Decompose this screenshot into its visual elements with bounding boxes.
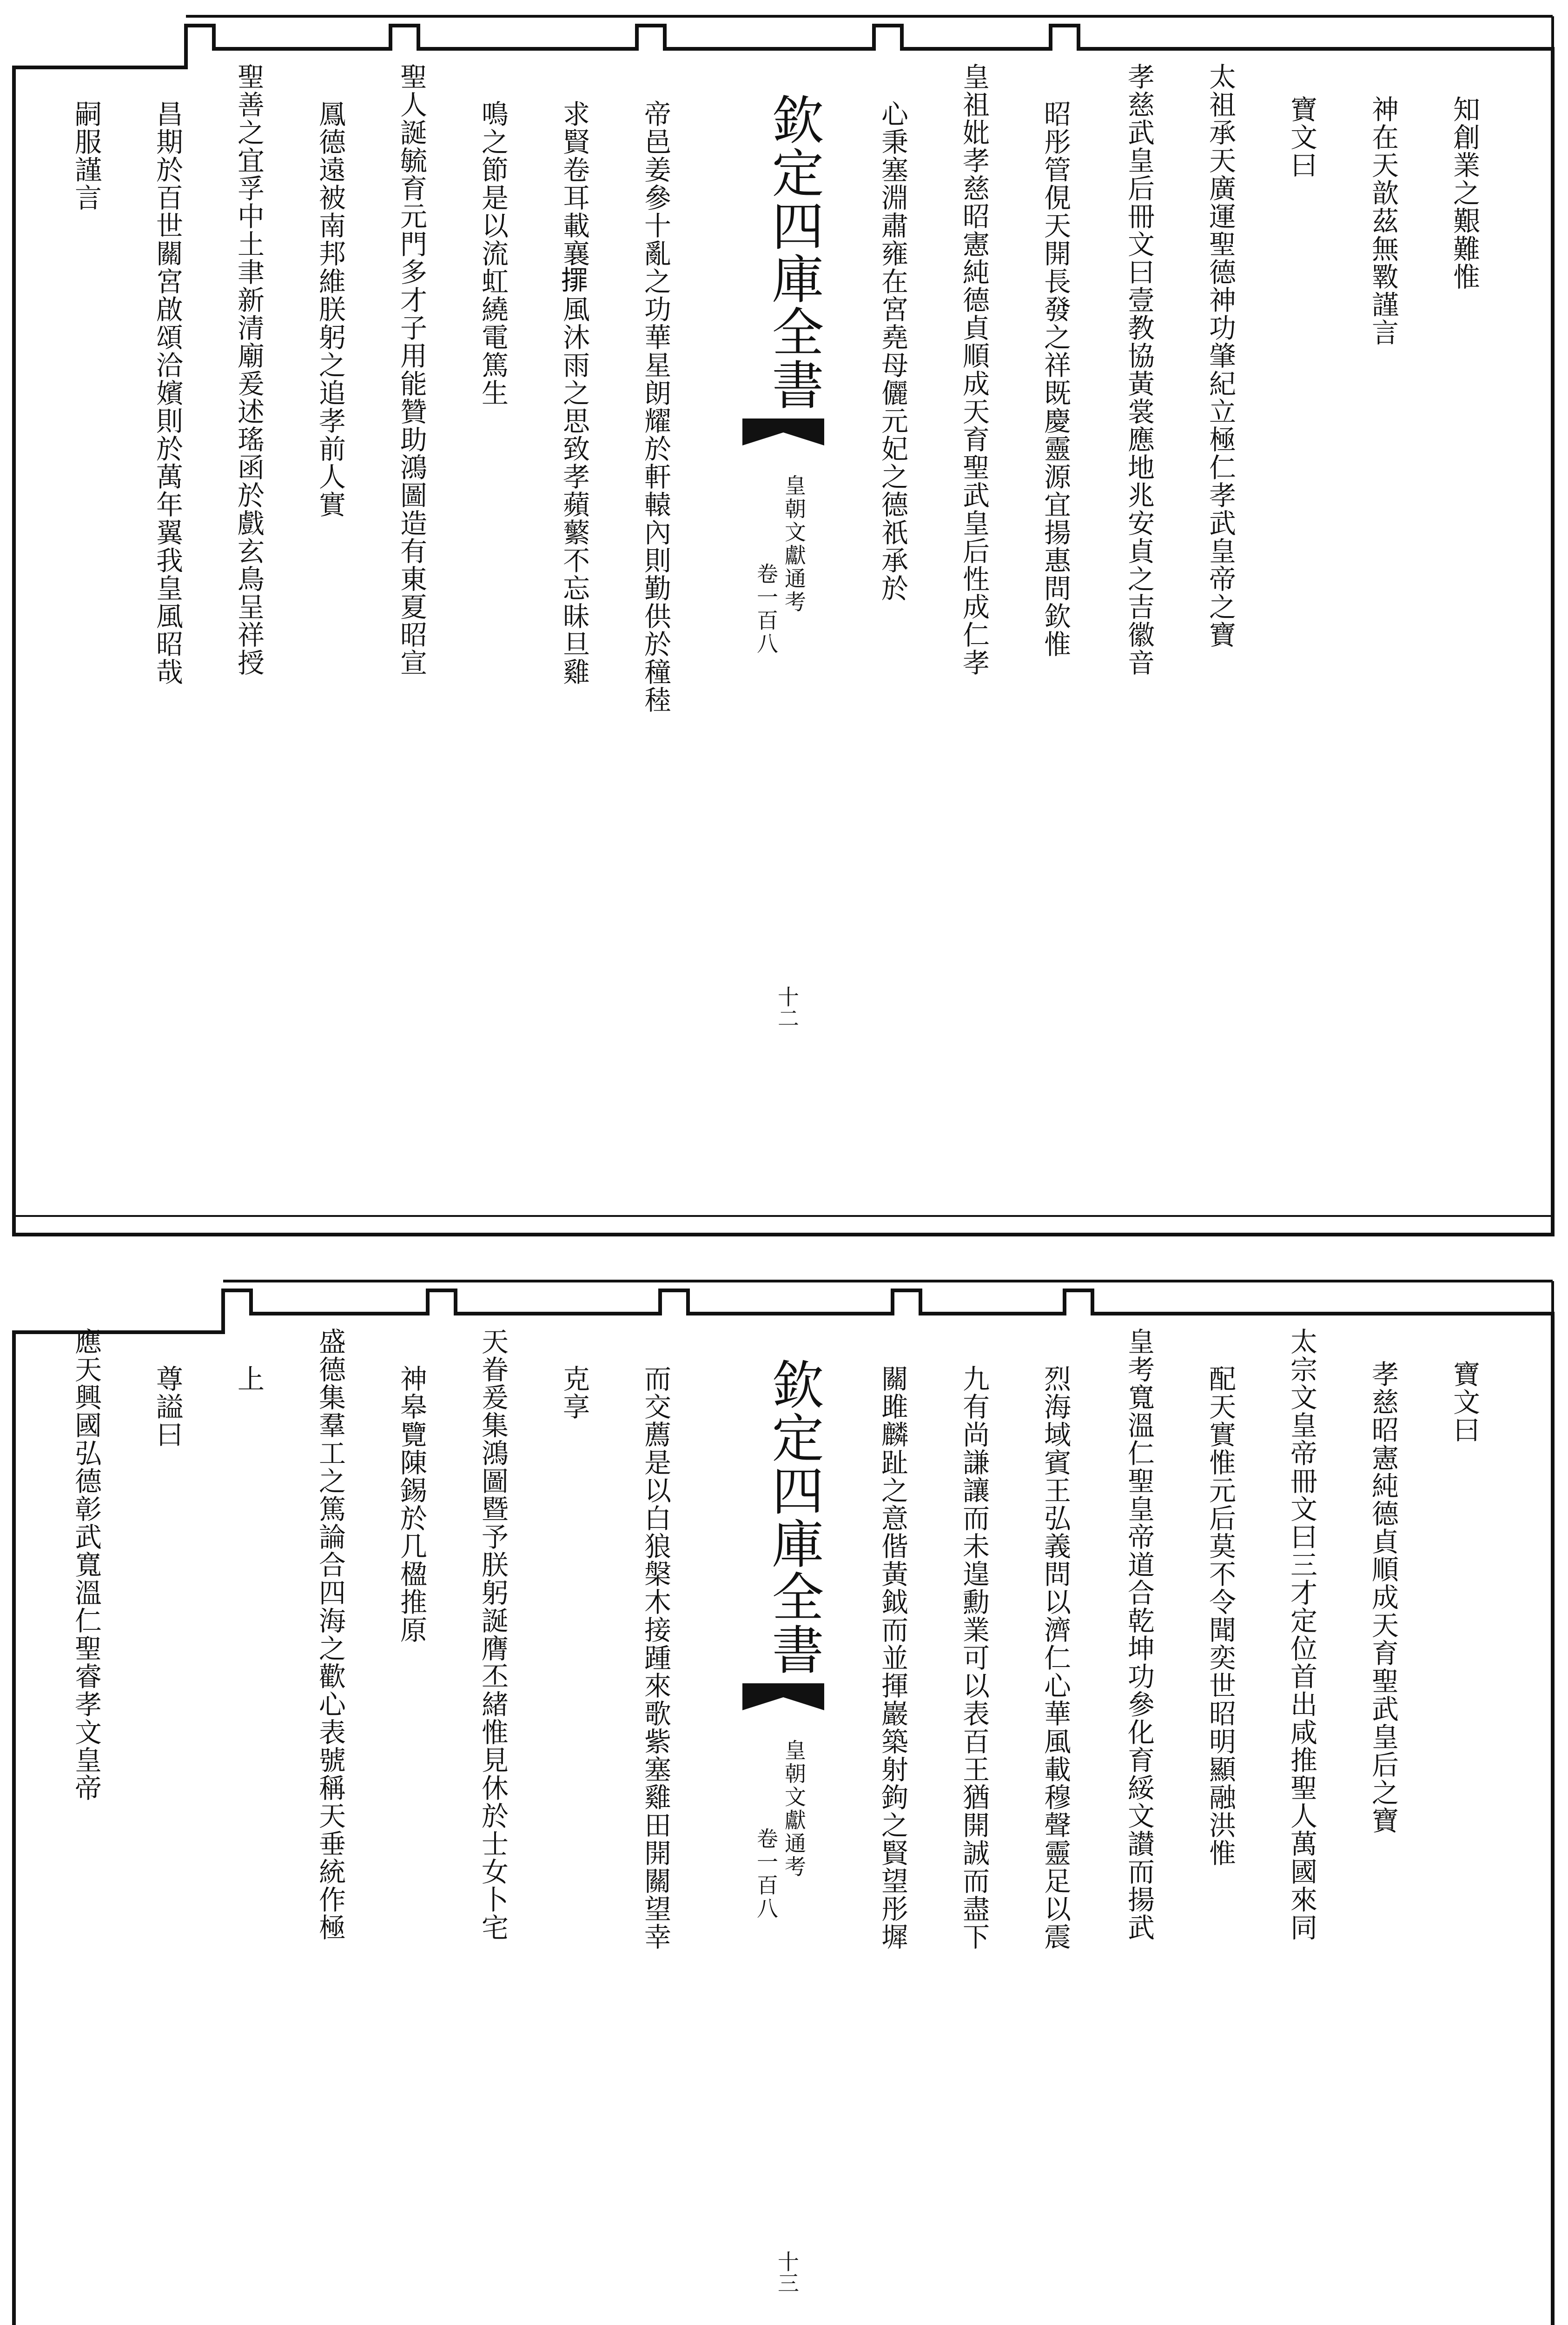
column-text: 神在天歆茲無斁謹言 <box>1367 95 1399 346</box>
top-fold-title: 欽定四庫全書 <box>763 93 824 411</box>
top-page <box>9 7 1559 1239</box>
column-text: 天眷爰集鴻圖暨予朕躬誕膺丕緒惟見休於士女卜宅 <box>477 1328 509 1941</box>
column-text: 心秉塞淵肅雍在宮堯母儷元妃之德祇承於 <box>877 100 908 602</box>
text-column <box>834 100 951 1216</box>
column-text: 聖善之宜孚中土聿新清廟爰述瑤函於戲玄鳥呈祥授 <box>233 63 265 677</box>
column-text: 上 <box>233 1365 265 1393</box>
column-text: 孝慈武皇后冊文曰壹教協黃裳應地兆安貞之吉徽音 <box>1123 63 1155 677</box>
column-text: 烈海域賓王弘義問以濟仁心華風載穆聲靈足以震 <box>1039 1365 1071 1951</box>
column-text: 配天實惟元后莫不令聞奕世昭明顯融洪惟 <box>1204 1365 1236 1867</box>
column-text: 尊謚曰 <box>152 1365 183 1448</box>
bottom-page <box>9 1272 1559 2325</box>
text-column <box>834 1365 951 2325</box>
column-text: 皇考寬溫仁聖皇帝道合乾坤功參化育綏文讃而揚武 <box>1123 1328 1155 1941</box>
column-text: 帝邑姜參十亂之功華星朗耀於軒轅內則勤供於穜稑 <box>640 100 671 714</box>
top-fold-fishtail-mark <box>742 418 824 445</box>
text-column <box>28 100 144 1216</box>
column-text: 嗣服謹言 <box>70 100 102 212</box>
column-text: 九有尚謙讓而未遑勳業可以表百王猶開誠而盡下 <box>958 1365 990 1951</box>
bottom-fold-source: 皇朝文獻通考 <box>781 1739 807 1879</box>
column-text: 昭彤管俔天開長發之祥既慶靈源宜揚惠問欽惟 <box>1039 100 1071 658</box>
column-text: 盛德集羣工之篤論合四海之歡心表號稱天垂統作極 <box>314 1328 346 1941</box>
column-text: 太宗文皇帝冊文曰三才定位首出咸推聖人萬國來同 <box>1286 1328 1317 1941</box>
bottom-fold-volume: 卷一百八 <box>754 1827 779 1920</box>
column-text: 而交薦是以白狼槃木接踵來歌紫塞雞田開關望幸 <box>640 1365 671 1951</box>
column-text: 求賢卷耳載襄𢶀風沐雨之思致孝蘋蘩不忘昧旦雞 <box>558 100 590 686</box>
top-fold-leaf-number: 十二 <box>774 986 800 1029</box>
bottom-fold-title: 欽定四庫全書 <box>763 1358 824 1676</box>
column-text: 昌期於百世關宮啟頌洽嬪則於萬年翼我皇風昭哉 <box>152 100 183 686</box>
bottom-fold-strip <box>728 1358 839 2325</box>
column-text: 神皋覽陳錫於几楹推原 <box>396 1365 427 1644</box>
top-fold-strip <box>728 93 839 1209</box>
column-text: 聖人誕毓育元門多才子用能贊助鴻圖造有東夏昭宣 <box>396 63 427 677</box>
column-text: 寶文曰 <box>1449 1360 1480 1444</box>
text-column <box>28 1328 144 2325</box>
column-text: 鳳德遠被南邦維朕躬之追孝前人實 <box>314 100 346 518</box>
column-text: 太祖承天廣運聖德神功肇紀立極仁孝武皇帝之寶 <box>1204 63 1236 649</box>
column-text: 克享 <box>558 1365 590 1421</box>
column-text: 皇祖妣孝慈昭憲純德貞順成天育聖武皇后性成仁孝 <box>958 63 990 677</box>
top-fold-source: 皇朝文獻通考 <box>781 474 807 614</box>
column-text: 鳴之節是以流虹繞電篤生 <box>477 100 509 407</box>
bottom-fold-leaf-number: 十三 <box>774 2251 800 2293</box>
bottom-fold-fishtail-mark <box>742 1683 824 1710</box>
column-text: 寶文曰 <box>1286 95 1317 179</box>
column-text: 孝慈昭憲純德貞順成天育聖武皇后之寶 <box>1367 1360 1399 1834</box>
column-text: 關雎麟趾之意偕黃鉞而並揮巖築射鉤之賢望彤墀 <box>877 1365 908 1951</box>
top-fold-volume: 卷一百八 <box>754 563 779 656</box>
column-text: 應天興國弘德彰武寬溫仁聖睿孝文皇帝 <box>70 1328 102 1802</box>
column-text: 知創業之艱難惟 <box>1449 95 1480 291</box>
